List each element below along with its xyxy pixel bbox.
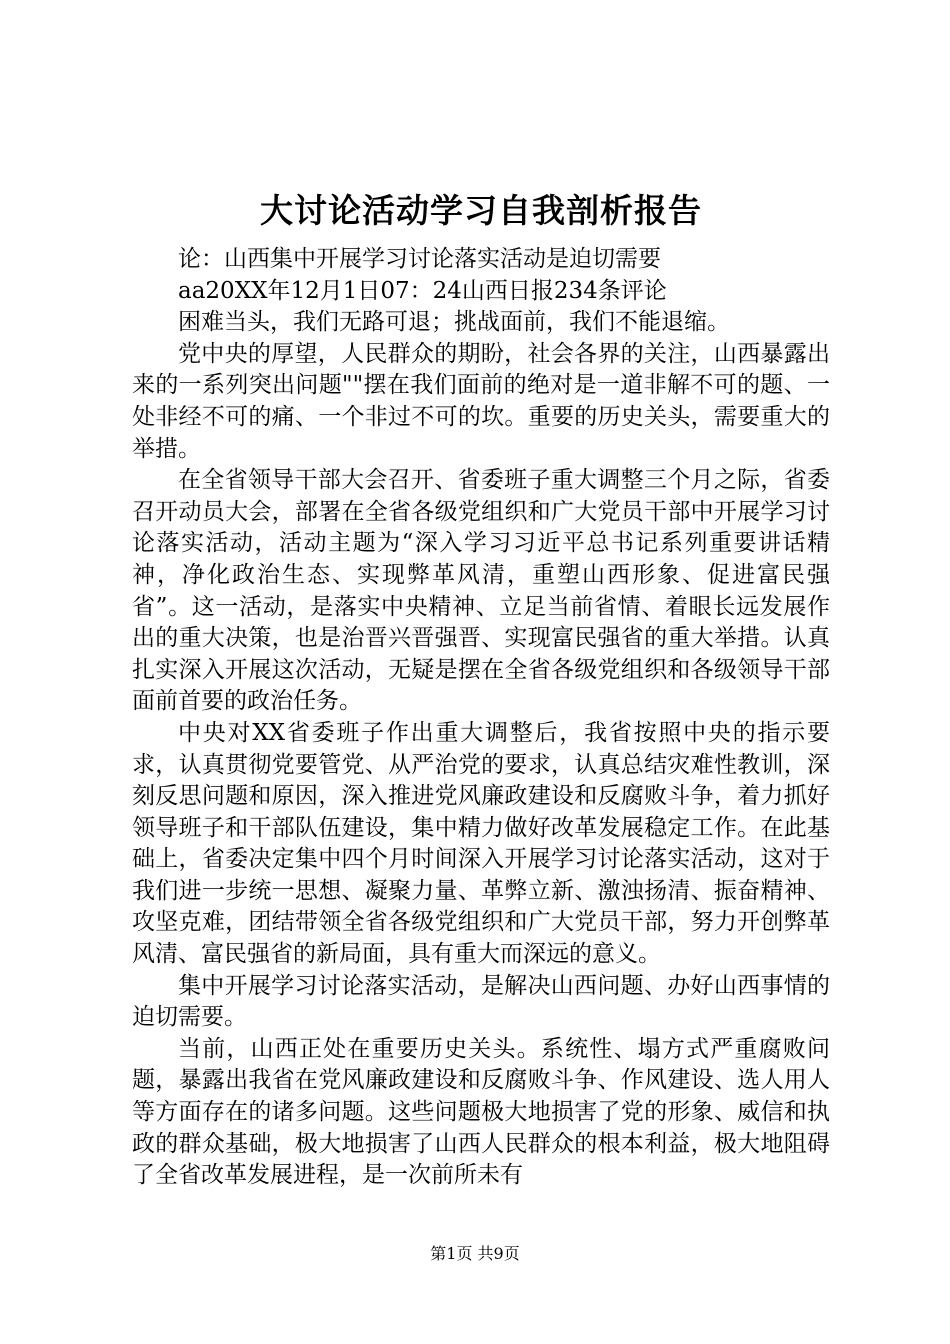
paragraph-5: 集中开展学习讨论落实活动，是解决山西问题、办好山西事情的迫切需要。 <box>132 972 830 1031</box>
document-body <box>132 188 830 1192</box>
paragraph-source-line: aa20XX年12月1日07：24山西日报234条评论 <box>178 277 667 304</box>
document-title: 大讨论活动学习自我剖析报告 <box>260 191 702 230</box>
paragraph-1: 困难当头，我们无路可退；挑战面前，我们不能退缩。 <box>178 309 730 336</box>
paragraph-6: 当前，山西正处在重要历史关头。系统性、塌方式严重腐败问题，暴露出我省在党风廉政建设和反腐败斗争、作风建设、选人用人等方面存在的诸多问题。这些问题极大地损害了党的形象、威信和执政的群众基础，极大地损害了山西人民群众的根本利益，极大地阻碍了全省改革发展进程，是一次前所未有 <box>132 1035 830 1189</box>
paragraph-2: 党中央的厚望，人民群众的期盼，社会各界的关注，山西暴露出来的一系列突出问题""摆在我们面前的绝对是一道非解不可的题、一处非经不可的痛、一个非过不可的坎。重要的历史关头，需要重大的举措。 <box>132 340 830 462</box>
paragraph-3: 在全省领导干部大会召开、省委班子重大调整三个月之际，省委召开动员大会，部署在全省各级党组织和广大党员干部中开展学习讨论落实活动，活动主题为“深入学习习近平总书记系列重要讲话精神，净化政治生态、实现弊革风清，重塑山西形象、促进富民强省”。这一活动，是落实中央精神、立足当前省情、着眼长远发展作出的重大决策，也是治晋兴晋强晋、实现富民强省的重大举措。认真扎实深入开展这次活动，无疑是摆在全省各级党组织和各级领导干部面前首要的政治任务。 <box>132 467 830 715</box>
paragraph-comment-title: 论：山西集中开展学习讨论落实活动是迫切需要 <box>178 246 661 272</box>
paragraph-4: 中央对XX省委班子作出重大调整后，我省按照中央的指示要求，认真贯彻党要管党、从严治党的要求，认真总结灾难性教训，深刻反思问题和原因，深入推进党风廉政建设和反腐败斗争，着力抓好领导班子和干部队伍建设，集中精力做好改革发展稳定工作。在此基础上，省委决定集中四个月时间深入开展学习讨论落实活动，这对于我们进一步统一思想、凝聚力量、革弊立新、激浊扬清、振奋精神、攻坚克难，团结带领全省各级党组织和广大党员干部，努力开创弊革风清、富民强省的新局面，具有重大而深远的意义。 <box>132 719 830 968</box>
page-number-footer: 第1页 共9页 <box>430 1244 520 1263</box>
